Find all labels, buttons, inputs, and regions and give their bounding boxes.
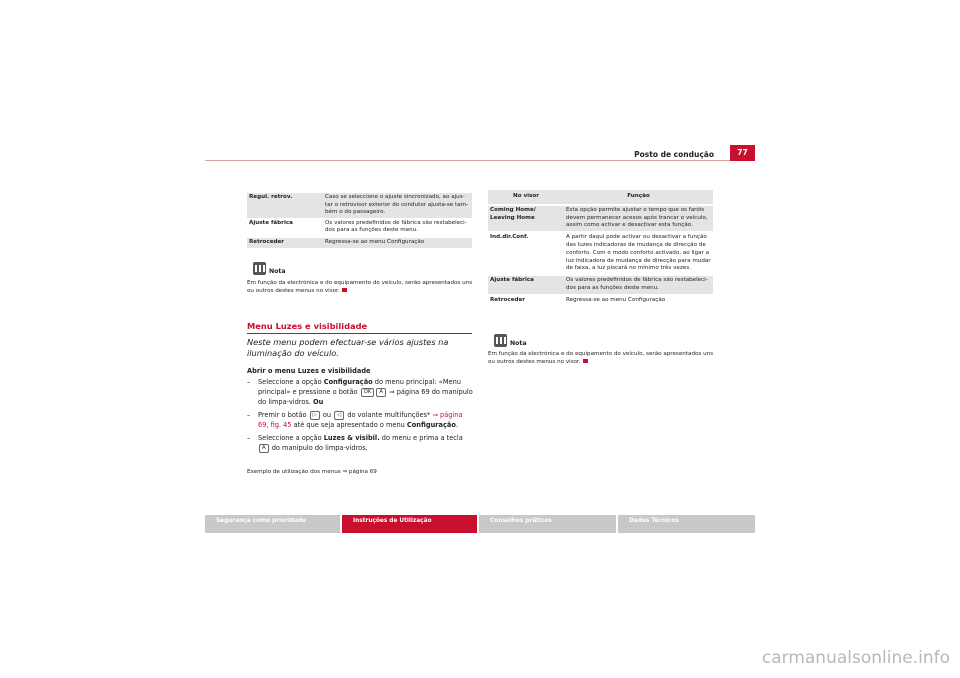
page-header-title: Posto de condução [634, 150, 714, 159]
footer-tab-tips[interactable]: Conselhos práticos [479, 515, 616, 533]
a-key-icon: A [259, 444, 269, 453]
left-arrow-key-icon: ◁ [334, 411, 344, 420]
row-description: Esta opção permite ajustar o tempo que os faróis devem permanecer acesos após trancar o veículo, assim como activar e desactivar esta função. [566, 206, 708, 229]
row-label: Retroceder [490, 296, 526, 303]
row-label: Retroceder [249, 238, 285, 245]
step-1: – Seleccione a opção Configuração do menu principal: «Menu principal» e pressione o botão OK A ⇒ página 69 do manípulo do limpa-vidros. Ou [247, 378, 473, 406]
example-reference: Exemplo de utilização dos menus ⇒ página 69 [247, 469, 377, 475]
section-heading: Menu Luzes e visibilidade [247, 321, 368, 331]
row-label: Regul. retrov. [249, 194, 293, 200]
heading-rule [247, 333, 472, 334]
table-row [247, 193, 472, 218]
end-mark-icon [342, 288, 347, 292]
row-description: A partir daqui pode activar ou desactivar a função das luzes indicadoras de mudança de direcção de conforto. Com o modo conforto activado, ao ligar a luz indicadora de mudança de direcção para mudar de faixa, a luz piscará no mínimo três vezes. [566, 234, 711, 272]
watermark: carmanualsonline.info [761, 648, 950, 668]
table-row [488, 206, 713, 231]
row-label: Coming Home/ Leaving Home [490, 206, 536, 221]
row-description: Regressa-se ao menu Configuração [566, 296, 666, 303]
section-intro: Neste menu podem efectuar-se vários ajustes na iluminação do veículo. [247, 337, 449, 358]
table-row [488, 233, 713, 274]
row-label: Ajuste fábrica [490, 277, 534, 284]
settings-table-left [247, 193, 472, 248]
page-number: 77 [730, 145, 755, 161]
instructions-subheading: Abrir o menu Luzes e visibilidade [247, 367, 371, 375]
a-key-icon: A [376, 388, 386, 397]
note-text: Em função da electrónica e do equipamento do veículo, serão apresentados uns ou outros destes menus no visor. [247, 280, 473, 294]
right-arrow-key-icon: ▷ [310, 411, 320, 420]
ok-key-icon: OK [361, 388, 375, 397]
step-2: – Premir o botão ▷ ou ◁ do volante multifunções* ⇒ página 69, fig. 45 até que seja apresentado o menu Configuração. [247, 411, 463, 429]
note-header [494, 334, 527, 347]
column-header-function: Função [627, 193, 650, 199]
footer-tab-instructions[interactable]: Instruções de Utilização [342, 515, 477, 533]
footer-tab-safety[interactable]: Segurança como prioridade [205, 515, 340, 533]
table-row [247, 219, 472, 236]
page-link[interactable]: ⇒ página 69, fig. 45 [258, 411, 463, 429]
settings-table-right [488, 190, 713, 306]
table-row [247, 238, 472, 248]
end-mark-icon [583, 359, 588, 363]
note-icon [494, 334, 507, 347]
step-3: – Seleccione a opção Luzes & visibil. do menu e prima a tecla A do manípulo do limpa-vidros. [247, 434, 463, 452]
row-description: Caso se seleccione o ajuste sincronizado, ao ajus-tar o retrovisor exterior do condutor ajusta-se tam-bém o do passageiro. [325, 194, 469, 216]
note-header [253, 262, 286, 275]
table-row [488, 296, 713, 306]
note-text: Em função da electrónica e do equipamento do veículo, serão apresentados uns ou outros destes menus no visor. [488, 351, 714, 365]
note-label: Nota [510, 340, 527, 347]
row-label: Ind.dir.Conf. [490, 234, 529, 241]
row-description: Os valores predefinidos de fábrica são restabeleci-dos para as funções deste menu. [325, 219, 467, 234]
column-header-display: No visor [513, 193, 539, 199]
table-header [488, 190, 713, 204]
header-rule [205, 160, 730, 161]
footer-tab-technical-data[interactable]: Dados Técnicos [618, 515, 755, 533]
instructions [247, 366, 475, 456]
note-icon [253, 262, 266, 275]
note-label: Nota [269, 268, 286, 275]
row-description: Os valores predefinidos de fábrica são restabeleci-dos para as funções deste menu. [566, 277, 708, 291]
row-description: Regressa-se ao menu Configuração [325, 238, 425, 245]
row-label: Ajuste fábrica [249, 219, 293, 226]
table-row [488, 276, 713, 294]
